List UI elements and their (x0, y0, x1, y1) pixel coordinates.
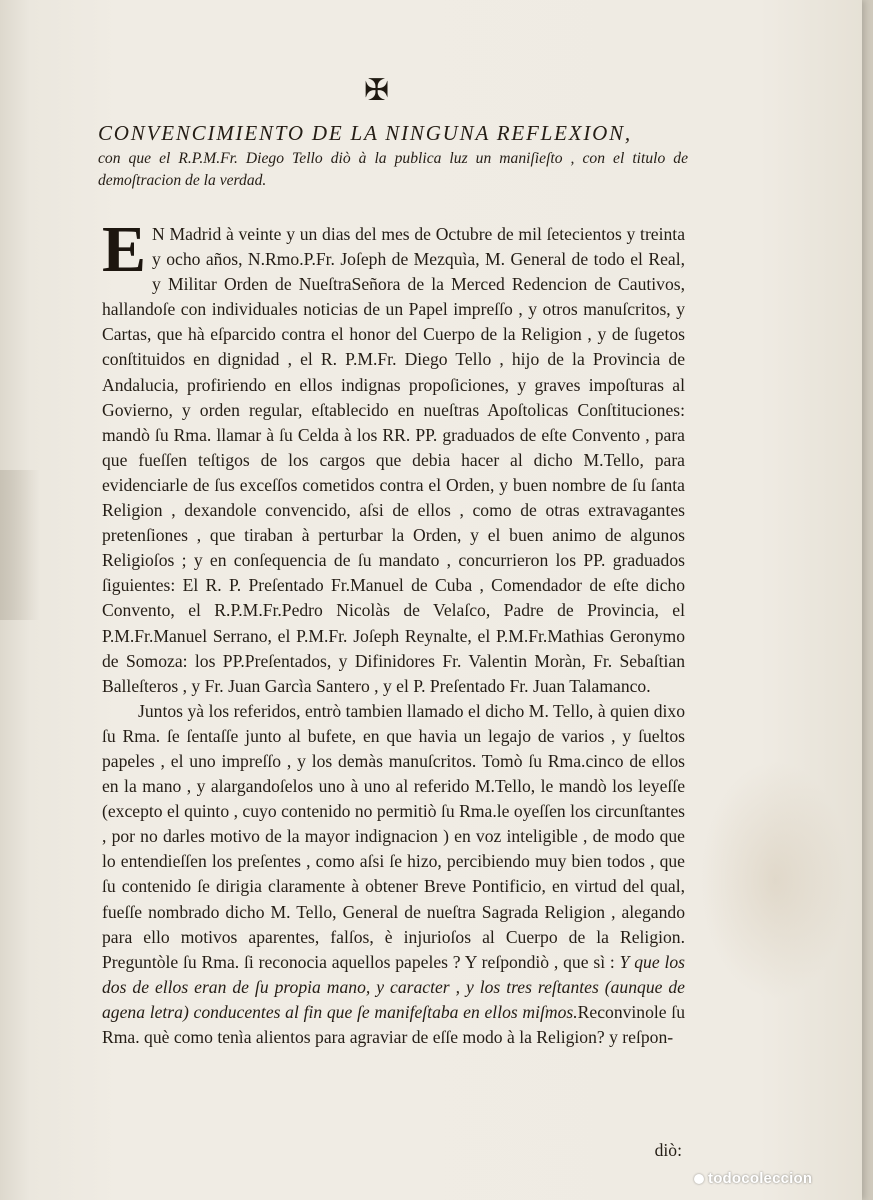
paragraph-2 (102, 699, 685, 1050)
italic-quote: Y que los dos de ellos eran de ſu propia mano, y caracter , y los tres reſtantes (aunque de agena letra) conducentes al fin que ſe manifeſtaba en ellos miſmos. (102, 951, 685, 1022)
page-edge-wear (0, 470, 40, 620)
document-title: CONVENCIMIENTO DE LA NINGUNA REFLEXION, (98, 121, 632, 145)
drop-cap: E (102, 213, 147, 286)
paragraph-1 (102, 213, 685, 699)
watermark-icon (694, 1174, 704, 1184)
watermark-text: todocoleccion (708, 1170, 813, 1187)
catchword: diò: (654, 1140, 682, 1160)
paper-stain (700, 760, 850, 1000)
paragraph-2-text: Juntos yà los referidos, entrò tambien llamado el dicho M. Tello, à quien dixo ſu Rma. ſe ſentaſſe junto al bufete, en que havia un legajo de varios , y ſueltos papeles , el uno impreſſo , y los demàs manuſcritos. Tomò ſu Rma.cinco de ellos en la mano , y alargandoſelos uno à uno al referido M.Tello, le mandò los leyeſſe (excepto el quinto , cuyo contenido no permitiò ſu Rma.le oyeſſen los circunſtantes , por no darles motivo de la mayor indignacion ) en voz inteligible , de modo que lo entendieſſen los preſentes , como aſsi ſe hizo, percibiendo muy bien todos , que ſu contenido ſe dirigia claramente à obtener Breve Pontificio, en virtud del qual, fueſſe nombrado dicho M. Tello, General de nueſtra Sagrada Religion , alegando para ello motivos aparentes, falſos, è injurioſos al Cuerpo de la Religion. Preguntòle ſu Rma. ſi reconocia aquellos papeles ? Y reſpondiò , que sì : (102, 700, 685, 972)
document-subtitle: con que el R.P.M.Fr. Diego Tello diò à la publica luz un maniſieſto , con el titulo de demoſtracion de la verdad. (98, 150, 688, 189)
paragraph-1-text: N Madrid à veinte y un dias del mes de Octubre de mil ſetecientos y treinta y ocho años, N.Rmo.P.Fr. Joſeph de Mezquìa, M. General de todo el Real, y Militar Orden de NueſtraSeñora de la Merced Redencion de Cautivos, hallandoſe con individuales noticias de un Papel impreſſo , y otros manuſcritos, y Cartas, que hà eſparcido contra el honor del Cuerpo de la Religion , y de ſugetos conſtituidos en dignidad , el R. P.M.Fr. Diego Tello , hijo de la Provincia de Andalucia, profiriendo en ellos indignas propoſiciones, y graves impoſturas al Govierno, y orden regular, eſtablecido en nueſtras Apoſtolicas Conſtituciones: mandò ſu Rma. llamar à ſu Celda à los RR. PP. graduados de eſte Convento , para que fueſſen teſtigos de los cargos que debia hacer al dicho M.Tello, para evidenciarle de ſus exceſſos cometidos contra el Orden, y buen nombre de ſu ſanta Religion , dexandole convencido, aſsi de ellos , como de otras extravagantes pretenſiones , que tiraban à perturbar la Orden, y el buen animo de algunos Religioſos ; y en conſequencia de ſu mandato , concurrieron los PP. graduados ſiguientes: El R. P. Preſentado Fr.Manuel de Cuba , Comendador de eſte dicho Convento, el R.P.M.Fr.Pedro Nicolàs de Velaſco, Padre de Provincia, el P.M.Fr.Manuel Serrano, el P.M.Fr. Joſeph Reynalte, el P.M.Fr.Mathias Geronymo de Somoza: los PP.Preſentados, y Difinidores Fr. Valentin Moràn, Fr. Sebaſtian Balleſteros , y Fr. Juan Garcìa Santero , y el P. Preſentado Fr. Juan Talamanco. (102, 224, 685, 696)
cross-ornament-icon: ✠ (364, 74, 390, 107)
document-body (102, 213, 685, 1050)
watermark-logo (694, 1170, 812, 1187)
paragraph-2-end: Reconvinole ſu Rma. què como tenìa alientos para agraviar de eſſe modo à la Religion? y reſpon- (102, 1001, 685, 1047)
